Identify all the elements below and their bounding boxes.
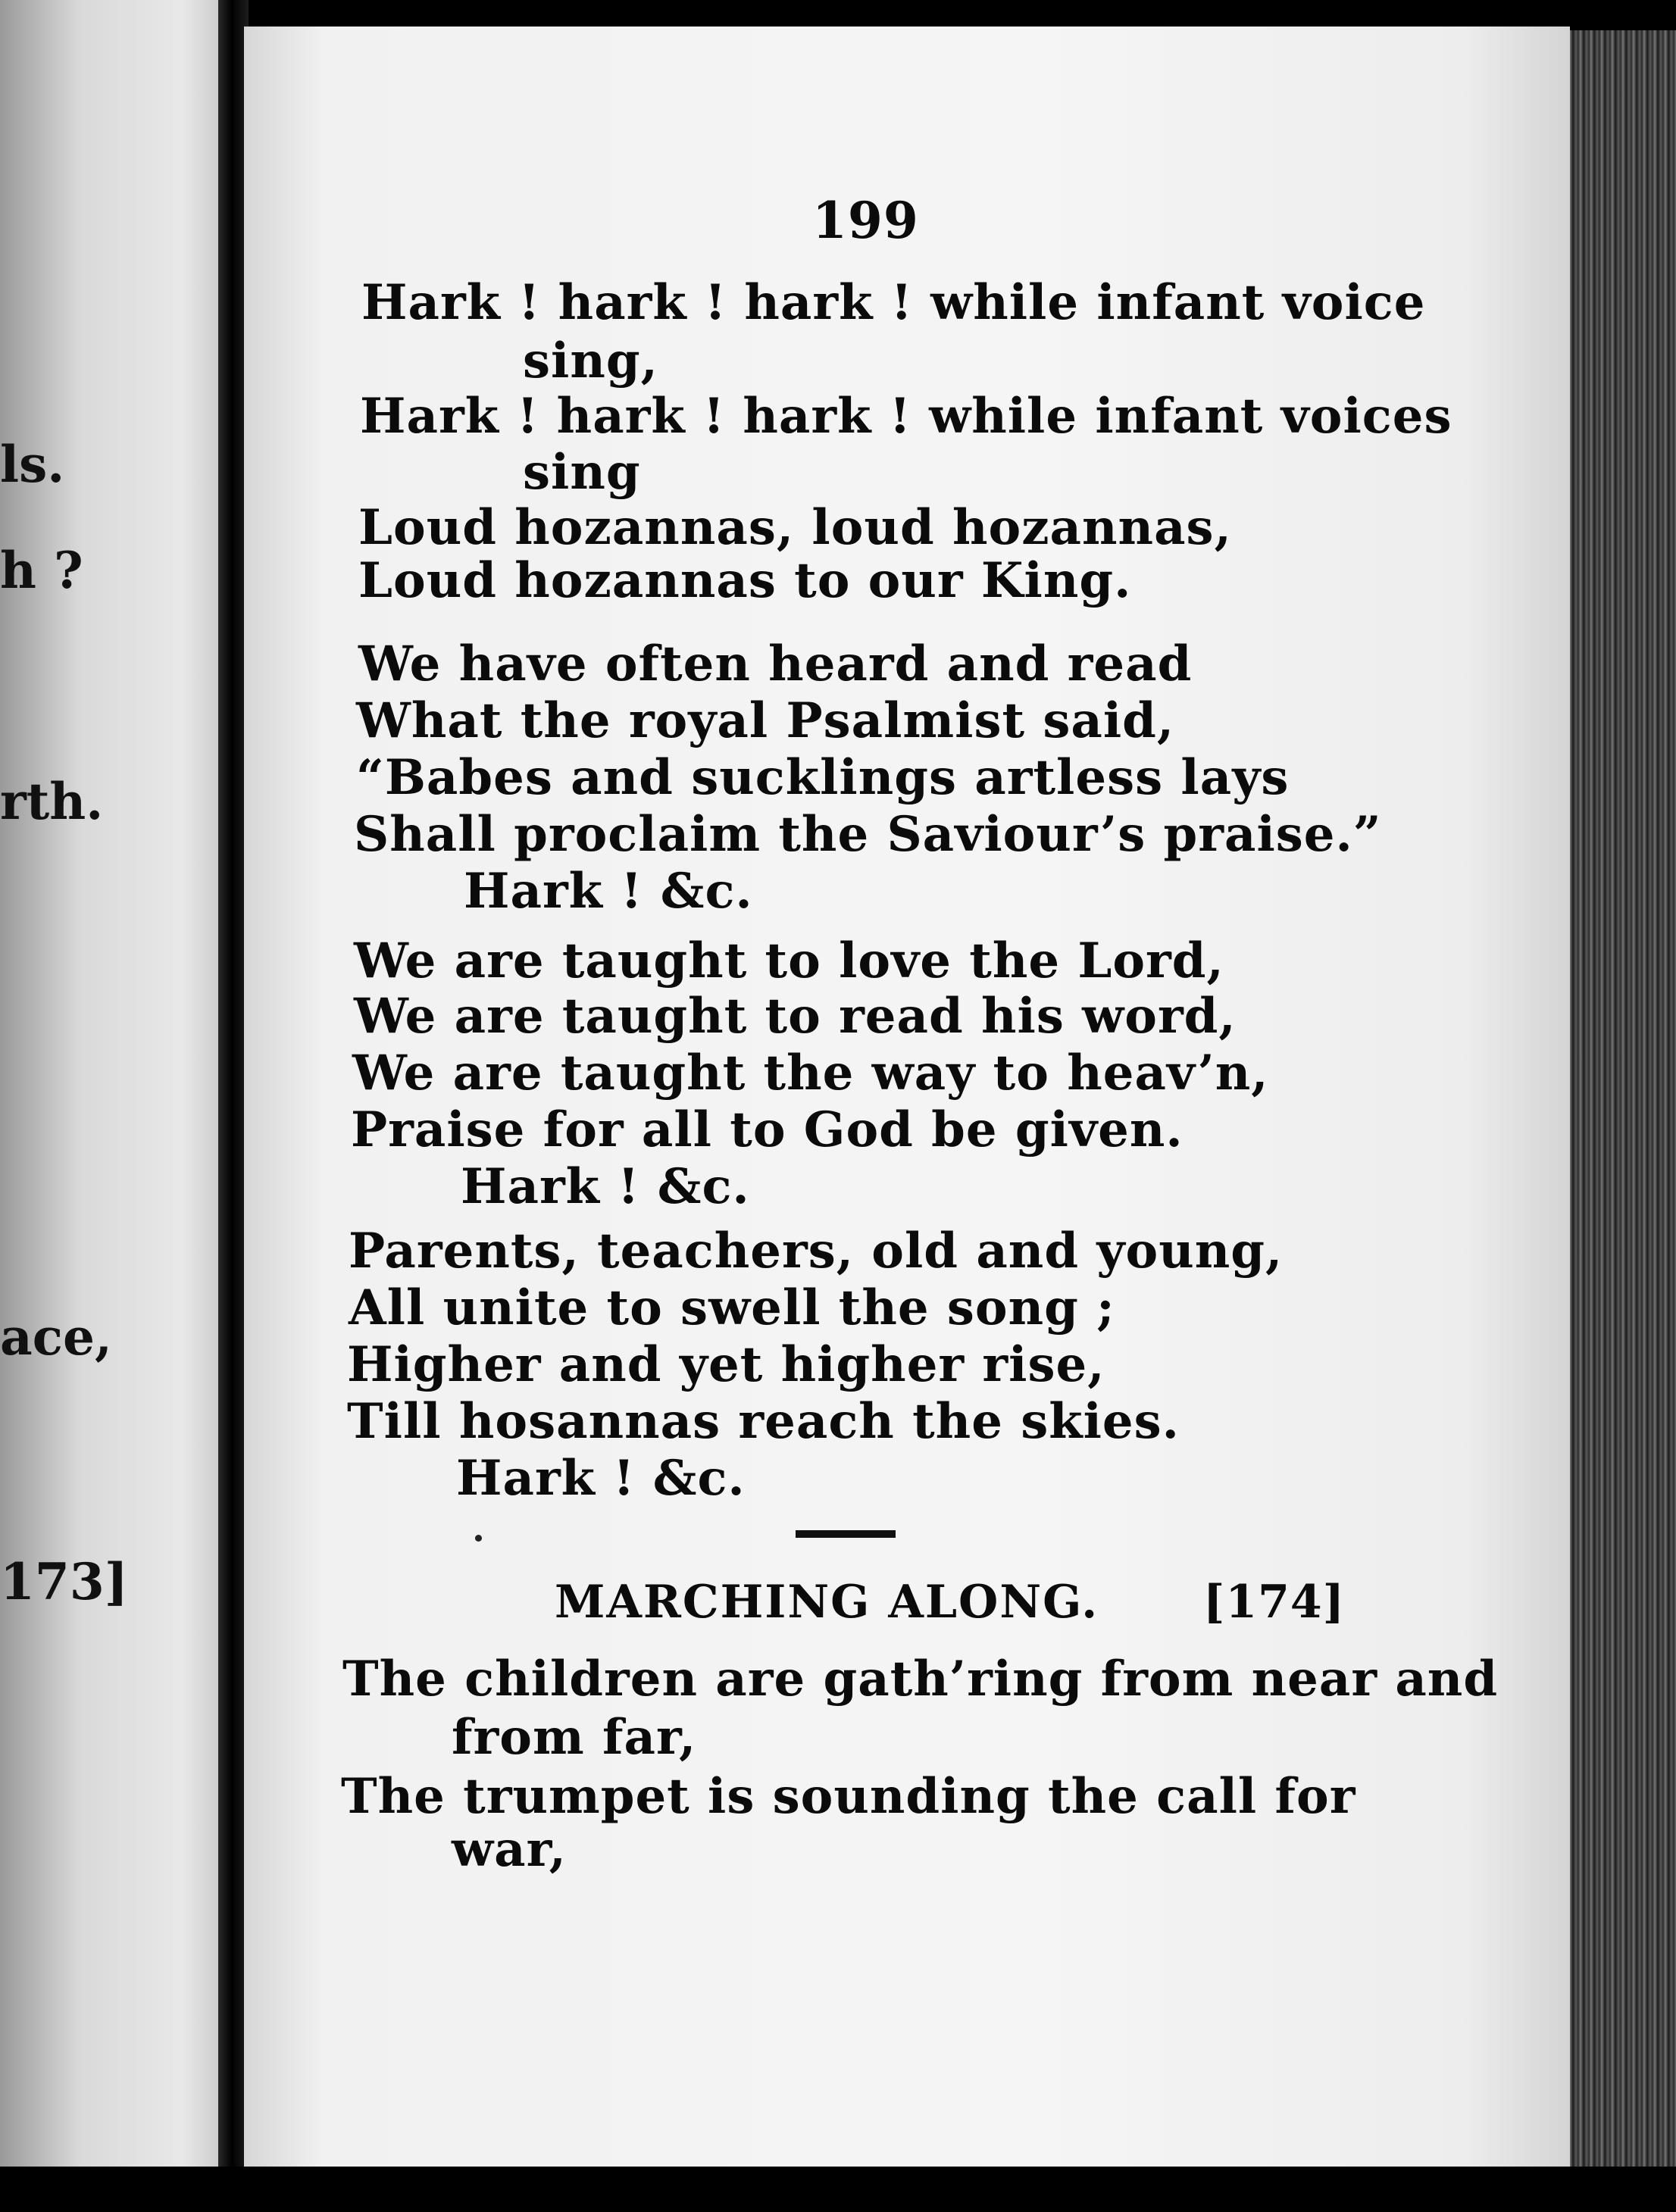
verse-line: The trumpet is sounding the call for (341, 1768, 1356, 1825)
verse-line: Hark ! hark ! hark ! while infant voice (361, 274, 1426, 331)
left-page-fragment: rth. (0, 772, 104, 831)
verse-line: “Babes and sucklings artless lays (356, 749, 1290, 806)
verse-line: Praise for all to God be given. (351, 1101, 1184, 1158)
section-divider (796, 1530, 896, 1538)
verse-line: from far, (452, 1709, 697, 1766)
hymn-title: MARCHING ALONG. (555, 1576, 1099, 1629)
verse-line: Hark ! hark ! hark ! while infant voices (360, 388, 1452, 445)
left-page-fragment: h ? (0, 541, 83, 600)
verse-line: sing (523, 444, 641, 501)
ink-dot (475, 1535, 482, 1542)
left-facing-page (0, 0, 227, 2212)
refrain-line: Hark ! &c. (461, 1158, 750, 1215)
verse-line: Shall proclaim the Saviour’s praise.” (354, 806, 1382, 863)
bottom-shadow (0, 2167, 1676, 2212)
verse-line: We are taught to read his word, (354, 988, 1237, 1045)
hymn-number: [174] (1203, 1576, 1346, 1629)
verse-line: We have often heard and read (358, 636, 1193, 692)
verse-line: We are taught to love the Lord, (354, 933, 1224, 989)
verse-line: Higher and yet higher rise, (347, 1336, 1105, 1393)
verse-line: Parents, teachers, old and young, (349, 1223, 1284, 1279)
page-edges (1562, 30, 1676, 2212)
left-page-fragment: ace, (0, 1308, 112, 1367)
verse-line: war, (452, 1821, 567, 1878)
refrain-line: Hark ! &c. (456, 1450, 746, 1507)
verse-line: What the royal Psalmist said, (356, 692, 1175, 749)
page-number: 199 (812, 191, 919, 250)
verse-line: Loud hozannas to our King. (358, 552, 1132, 609)
verse-line: The children are gath’ring from near and (342, 1651, 1499, 1707)
refrain-line: Hark ! &c. (464, 863, 753, 920)
left-page-fragment: ls. (0, 435, 65, 494)
verse-line: Till hosannas reach the skies. (347, 1393, 1180, 1450)
left-page-fragment: 173] (0, 1552, 128, 1611)
verse-line: All unite to swell the song ; (349, 1279, 1115, 1336)
verse-line: We are taught the way to heav’n, (352, 1045, 1269, 1101)
verse-line: sing, (523, 333, 658, 389)
verse-line: Loud hozannas, loud hozannas, (358, 499, 1232, 556)
